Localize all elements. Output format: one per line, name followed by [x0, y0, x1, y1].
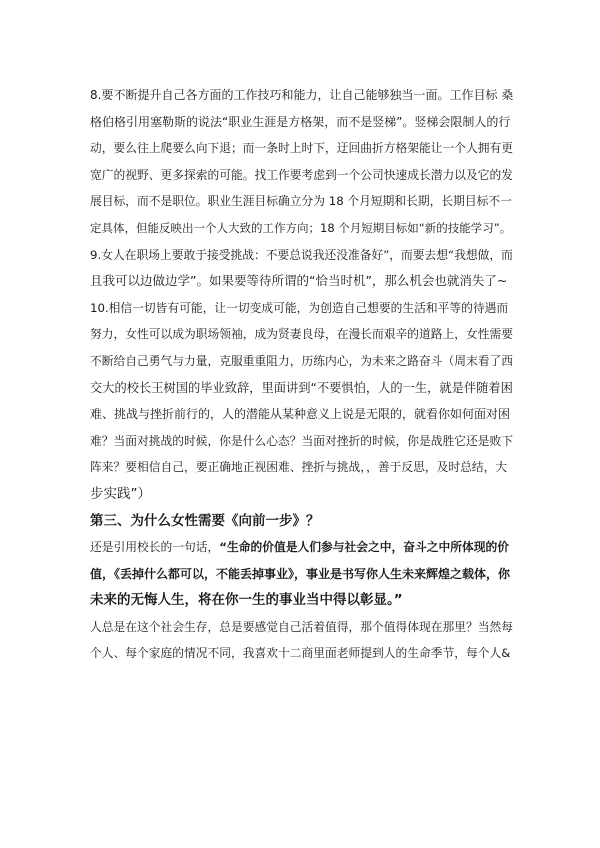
- item-9-line: 9.女人在职场上要敢于接受挑战：不要总说我还没准备好”，而要去想“我想做，而: [90, 247, 513, 262]
- section-3-heading: 第三、为什么女性需要《向前一步》？: [90, 512, 320, 529]
- item-9-paragraph: [90, 242, 515, 295]
- item-10-line: 阵来？要相信自己，要正确地正视困难、挫折与挑战，，善于反思，及时总结，大: [90, 460, 508, 475]
- item-10-line: 不断给自己勇气与力量，克服重重阻力，历练内心，为未来之路奋斗（周末看了西: [90, 353, 513, 368]
- quote-bold-line: 未来的无悔人生，将在你一生的事业当中得以彰显。”: [90, 592, 403, 609]
- item-10-line: 努力，女性可以成为职场领袖，成为贤妻良母，在漫长而艰辛的道路上，女性需要: [90, 327, 513, 342]
- quote-paragraph: [90, 534, 515, 614]
- item-10-line: 交大的校长王树国的毕业致辞，里面讲到“不要惧怕，人的一生，就是伴随着困: [90, 380, 513, 395]
- item-8-line: 8.要不断提升自己各方面的工作技巧和能力，让自己能够独当一面。工作目标 桑: [90, 88, 514, 102]
- item-10-paragraph: [90, 295, 515, 508]
- item-8-line: 展目标，而不是职位。职业生涯目标确立分为 18 个月短期和长期，长期目标不一: [90, 194, 512, 209]
- item-9-line: 且我可以边做边学”。如果要等待所谓的“恰当时机”，那么机会也就消失了~: [90, 273, 508, 289]
- closing-paragraph: [90, 614, 515, 667]
- item-10-line: 难？当面对挑战的时候，你是什么心态？当面对挫折的时候，你是战胜它还是败下: [90, 433, 513, 448]
- item-8-line: 宽广的视野、更多探索的可能。找工作要考虑到一个公司快速成长潜力以及它的发: [90, 167, 513, 182]
- item-8-line: 定具体，但能反映出一个人大致的工作方向；18 个月短期目标如“新的技能学习”。: [90, 220, 512, 235]
- closing-line: 个人、每个家庭的情况不同，我喜欢十二商里面老师提到人的生命季节，每个人&: [90, 646, 511, 661]
- quote-first-line: [90, 534, 515, 561]
- quote-intro: 还是引用校长的一句话，: [90, 540, 220, 555]
- item-10-line: 步实践”）: [90, 485, 151, 502]
- document-body: [90, 82, 515, 667]
- item-10-line: 10.相信一切皆有可能，让一切变成可能，为创造自己想要的生活和平等的待遇而: [90, 300, 509, 315]
- item-10-line: 难、挑战与挫折前行的，人的潜能从某种意义上说是无限的，就看你如何面对困: [90, 407, 511, 422]
- quote-bold-line: 值，《丢掉什么都可以，不能丢掉事业》，事业是书写你人生未来辉煌之载体，你: [90, 566, 511, 581]
- quote-bold-start: “生命的价值是人们参与社会之中，奋斗之中所体现的价: [219, 540, 509, 555]
- item-8-paragraph: [90, 82, 515, 242]
- closing-line: 人总是在这个社会生存，总是要感觉自己活着值得，那个值得体现在那里？当然每: [90, 619, 513, 634]
- item-8-line: 格伯格引用塞勒斯的说法“职业生涯是方格架，而不是竖梯”。竖梯会限制人的行: [90, 114, 511, 129]
- item-8-line: 动，要么往上爬要么向下退；而一条时上时下，迂回曲折方格架能让一个人拥有更: [90, 141, 513, 156]
